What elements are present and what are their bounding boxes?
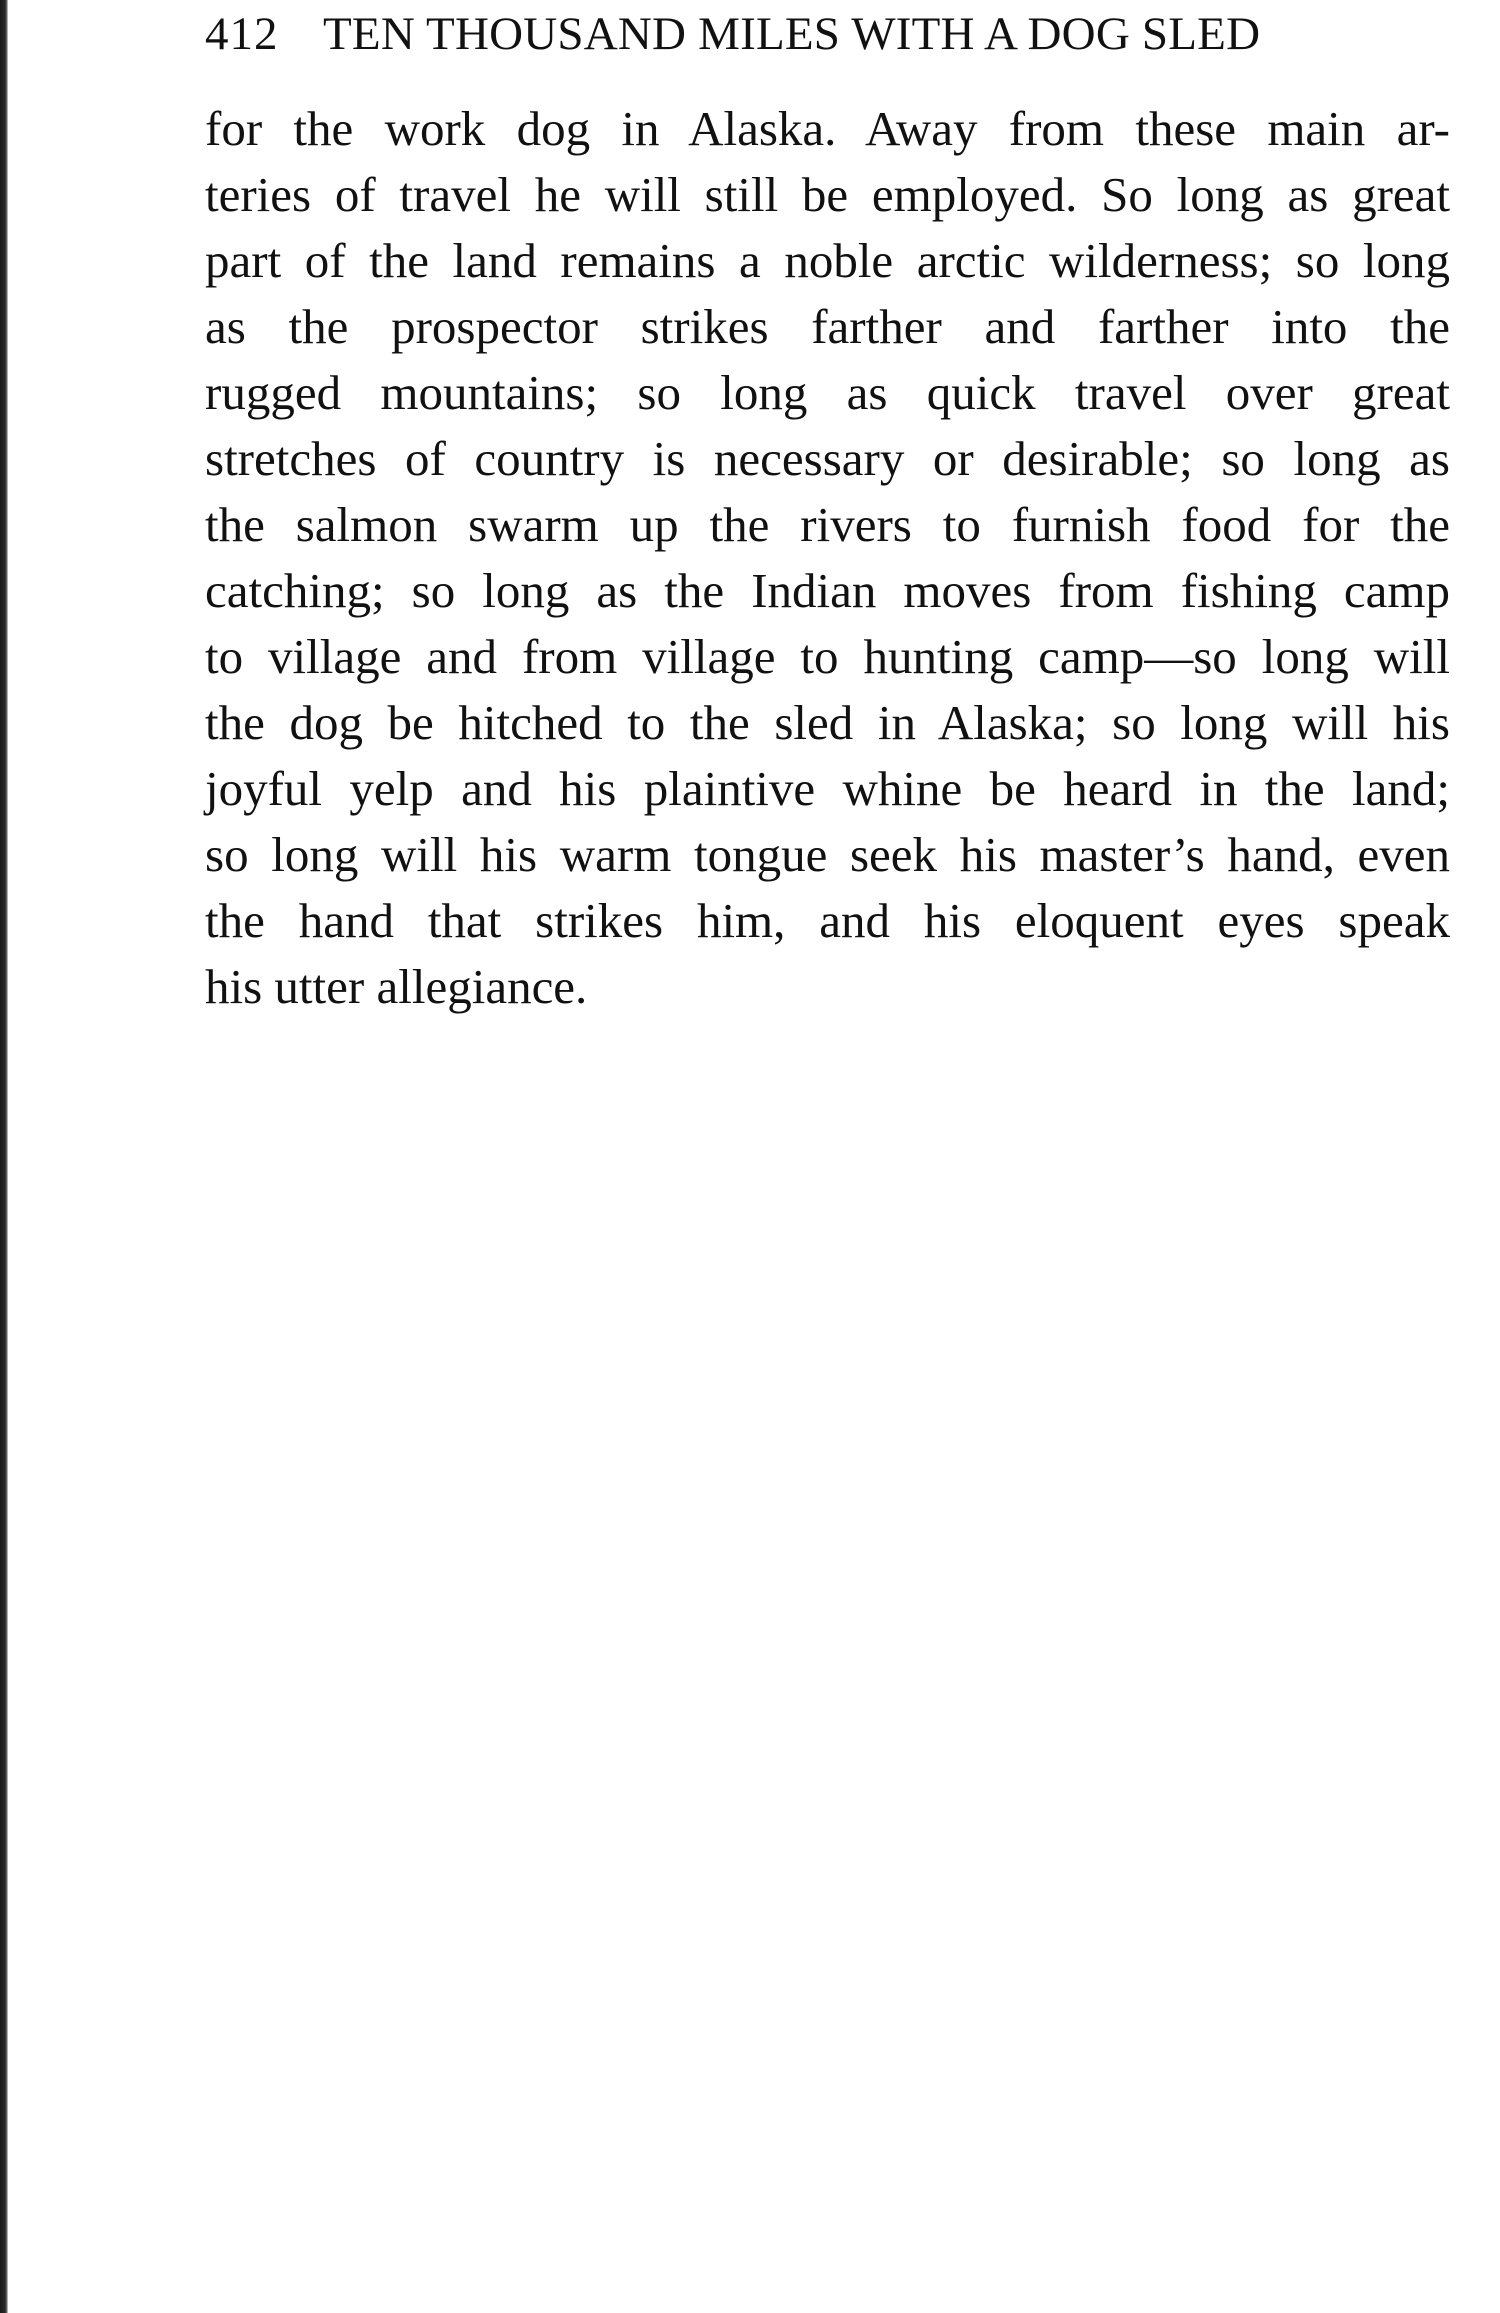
text-line: the salmon swarm up the rivers to furnish food for the	[205, 497, 1450, 552]
text-line: for the work dog in Alaska. Away from these main ar-	[205, 101, 1450, 156]
text-line: so long will his warm tongue seek his master’s hand, even	[205, 827, 1450, 882]
text-line: teries of travel he will still be employed. So long as great	[205, 167, 1450, 222]
text-line: catching; so long as the Indian moves from fishing camp	[205, 563, 1450, 618]
binding-edge	[0, 0, 8, 2313]
text-line-last: his utter allegiance.	[205, 959, 588, 1014]
page-number: 412	[205, 8, 279, 60]
body-text	[205, 96, 1450, 1020]
running-head	[205, 6, 1450, 62]
text-line: rugged mountains; so long as quick travel over great	[205, 365, 1450, 420]
text-line: joyful yelp and his plaintive whine be heard in the land;	[205, 761, 1450, 816]
text-line: to village and from village to hunting camp—so long will	[205, 629, 1450, 684]
text-line: the hand that strikes him, and his eloquent eyes speak	[205, 893, 1450, 948]
text-line: as the prospector strikes farther and farther into the	[205, 299, 1450, 354]
running-title: TEN THOUSAND MILES WITH A DOG SLED	[323, 8, 1261, 60]
text-line: stretches of country is necessary or desirable; so long as	[205, 431, 1450, 486]
text-line: the dog be hitched to the sled in Alaska; so long will his	[205, 695, 1450, 750]
text-line: part of the land remains a noble arctic wilderness; so long	[205, 233, 1450, 288]
